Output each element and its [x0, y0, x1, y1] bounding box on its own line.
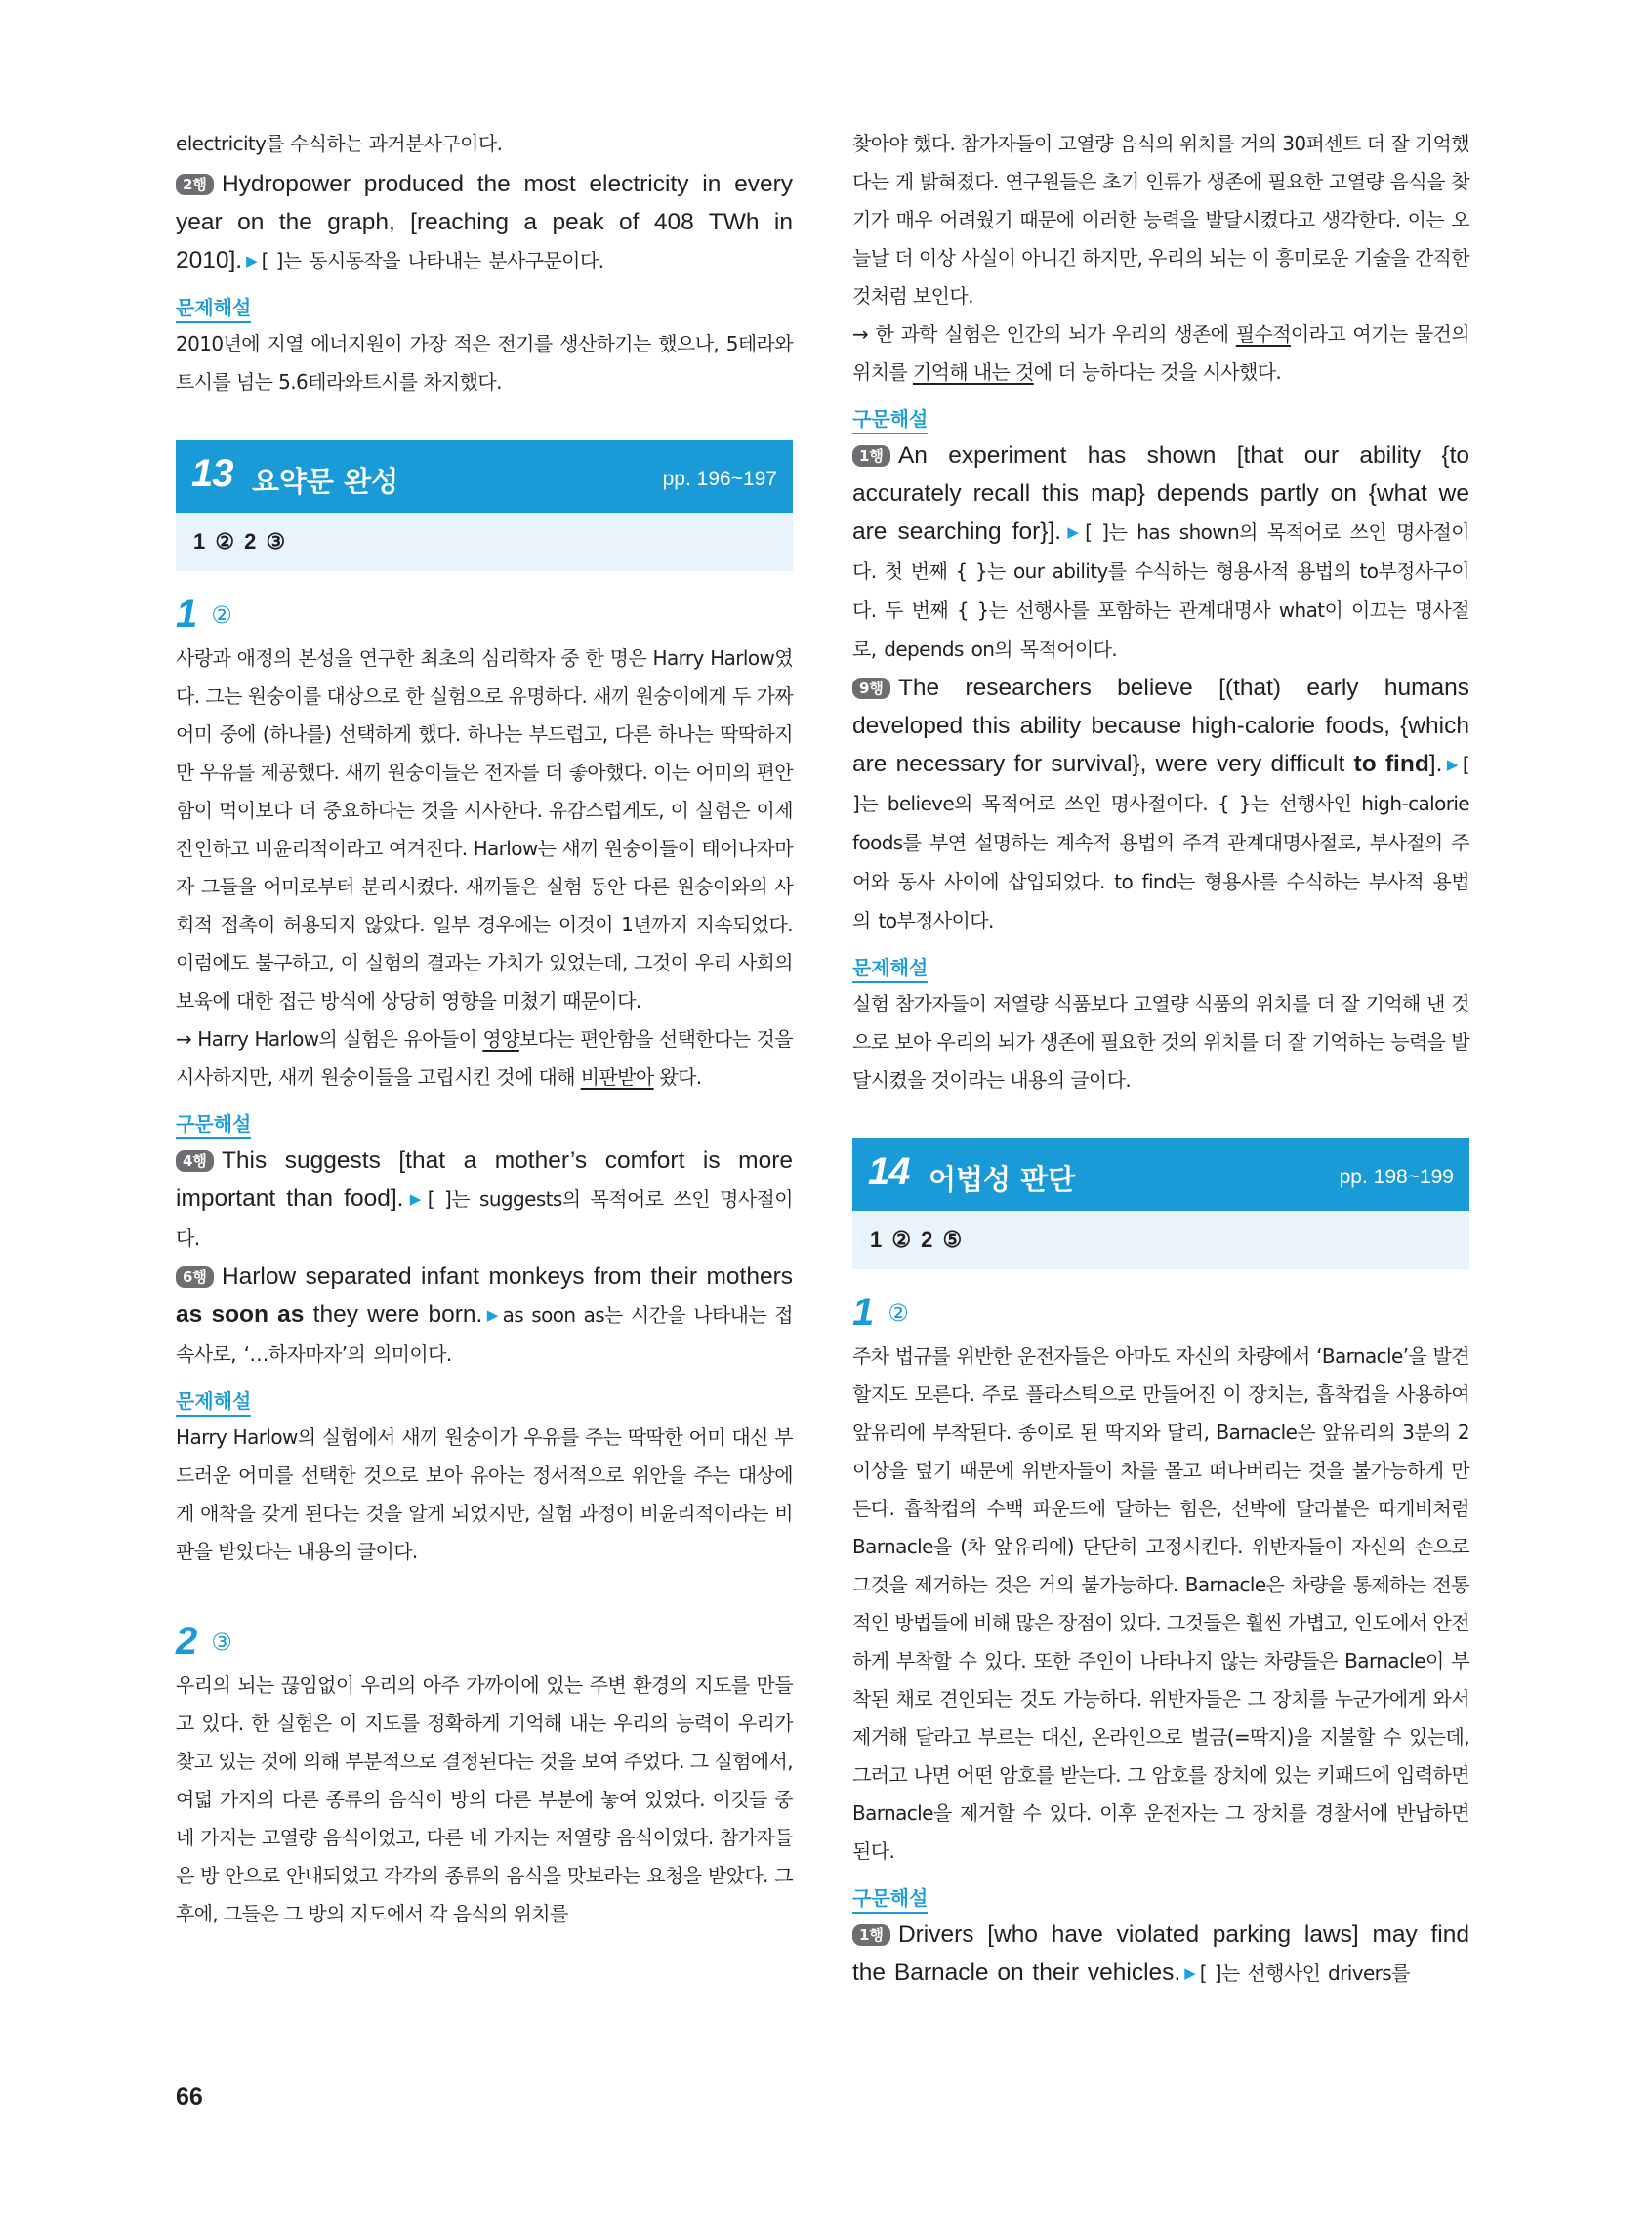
triangle-bullet-icon: ▶ — [1184, 1965, 1196, 1982]
question-header — [176, 1620, 793, 1661]
english-sentence: Hydropower produced the most electricity in every year on the graph, [reaching a peak of 408 TWh in 2010]. — [176, 171, 793, 273]
section-title: 요약문 완성 — [252, 465, 399, 498]
syntax-note: [ ]는 believe의 목적어로 쓰인 명사절이다. { }는 선행사인 high-calorie foods를 부연 설명하는 계속적 용법의 주격 관계대명사절로, 부사절의 주어와 동사 사이에 삽입되었다. to find는 형용사를 수식하는 부사적 용법의 to부정사이다. — [852, 753, 1470, 932]
syntax-line-2 — [176, 165, 793, 280]
answer-key: 1 ② 2 ③ — [176, 513, 793, 571]
continued-text: electricity를 수식하는 과거분사구이다. — [176, 132, 503, 155]
english-sentence: ]. — [1428, 751, 1443, 777]
summary-part: 에 더 능하다는 것을 시사했다. — [1033, 360, 1282, 384]
summary-part: 왔다. — [653, 1065, 702, 1089]
syntax-note: as soon as는 시간을 나타내는 접속사로, ‘…하자마자’의 의미이다. — [176, 1303, 793, 1366]
syntax-line-6 — [176, 1258, 793, 1374]
english-sentence: they were born. — [304, 1301, 483, 1328]
question-number: 1 — [176, 593, 198, 636]
question-number: 1 — [852, 1291, 875, 1334]
syntax-label: 구문해설 — [852, 405, 928, 434]
syntax-label: 구문해설 — [852, 1884, 928, 1914]
english-sentence: Harlow separated infant monkeys from their mothers — [221, 1263, 793, 1290]
translation-text: 찾아야 했다. 참가자들이 고열량 음식의 위치를 거의 30퍼센트 더 잘 기억했다는 게 밝혀졌다. 연구원들은 초기 인류가 생존에 필요한 고열량 음식을 찾기가 매우 어려웠기 때문에 이러한 능력을 발달시켰다고 생각한다. 이는 오늘날 더 이상 사실이 아니긴 하지만, 우리의 뇌는 이 흥미로운 기술을 간직한 것처럼 보인다. — [852, 132, 1469, 308]
section-pages: pp. 198~199 — [1339, 1166, 1454, 1188]
syntax-line-9 — [852, 669, 1469, 940]
summary-text — [176, 1020, 793, 1096]
syntax-line-1 — [852, 436, 1469, 669]
solution-label: 문제해설 — [176, 294, 251, 323]
summary-blank-answer: 영양 — [482, 1027, 519, 1051]
summary-blank-answer: 필수적 — [1235, 322, 1291, 346]
triangle-bullet-icon: ▶ — [407, 1191, 424, 1208]
english-sentence: This suggests [that a mother’s comfort is more important than food]. — [176, 1147, 793, 1212]
summary-part: → Harry Harlow의 실험은 유아들이 — [176, 1027, 483, 1051]
section-banner — [852, 1138, 1469, 1211]
right-column — [852, 125, 1469, 1993]
page-number: 66 — [176, 2084, 203, 2111]
syntax-note: [ ]는 선행사인 drivers를 — [1199, 1961, 1410, 1985]
summary-blank-answer: 비판받아 — [580, 1065, 654, 1089]
section-banner — [176, 440, 793, 513]
syntax-note: [ ]는 동시동작을 나타내는 분사구문이다. — [261, 249, 604, 272]
solution-label: 문제해설 — [176, 1387, 251, 1417]
section-pages: pp. 196~197 — [662, 468, 777, 490]
english-sentence: An experiment has shown [that our ability {to accurately recall this map} depends partly on {what we are searching for}]. — [852, 442, 1469, 545]
english-sentence: The researchers believe [(that) early humans developed this ability because high-calorie foods, {which are necessary for survival}, were very difficult — [852, 675, 1469, 777]
line-tag: 2행 — [176, 174, 214, 195]
triangle-bullet-icon: ▶ — [1065, 524, 1082, 541]
syntax-note: [ ]는 suggests의 목적어로 쓰인 명사절이다. — [176, 1187, 793, 1250]
english-bold: as soon as — [176, 1301, 305, 1328]
summary-part: → 한 과학 실험은 인간의 뇌가 우리의 생존에 — [852, 322, 1236, 346]
syntax-label: 구문해설 — [176, 1110, 251, 1139]
translation-text: 사랑과 애정의 본성을 연구한 최초의 심리학자 중 한 명은 Harry Harlow였다. 그는 원숭이를 대상으로 한 실험으로 유명하다. 새끼 원숭이에게 두 가짜 어미 중에 (하나를) 선택하게 했다. 하나는 부드럽고, 다른 하나는 딱딱하지만 우유를 제공했다. 새끼 원숭이들은 전자를 더 좋아했다. 이는 어미의 편안함이 먹이보다 더 중요하다는 것을 시사한다. 유감스럽게도, 이 실험은 이제 잔인하고 비윤리적이라고 여겨진다. Harlow는 새끼 원숭이들이 태어나자마자 그들을 어미로부터 분리시켰다. 새끼들은 실험 동안 다른 원숭이와의 사회적 접촉이 허용되지 않았다. 일부 경우에는 이것이 1년까지 지속되었다. 이럼에도 불구하고, 이 실험의 결과는 가치가 있었는데, 그것이 우리 사회의 보육에 대한 접근 방식에 상당히 영향을 미쳤기 때문이다. — [176, 646, 793, 1012]
question-answer: ② — [211, 600, 232, 629]
question-header — [852, 1291, 1469, 1332]
line-tag: 1행 — [852, 445, 890, 467]
translation-text: 주차 법규를 위반한 운전자들은 아마도 자신의 차량에서 ‘Barnacle’을 발견할지도 모른다. 주로 플라스틱으로 만들어진 이 장치는, 흡착컵을 사용하여 앞유리에 부착된다. 종이로 된 딱지와 달리, Barnacle은 앞유리의 3분의 2 이상을 덮기 때문에 위반자들이 차를 몰고 떠나버리는 것을 불가능하게 만든다. 흡착컵의 수백 파운드에 달하는 힘은, 선박에 달라붙은 따개비처럼 Barnacle을 (차 앞유리에) 단단히 고정시킨다. 위반자들이 자신의 손으로 그것을 제거하는 것은 거의 불가능하다. Barnacle은 차량을 통제하는 전통적인 방법들에 비해 많은 장점이 있다. 그것들은 훨씬 가볍고, 인도에서 안전하게 부착할 수 있다. 또한 주인이 나타나지 않는 차량들은 Barnacle이 부착된 채로 견인되는 것도 가능하다. 위반자들은 그 장치를 누군가에게 와서 제거해 달라고 부르는 대신, 온라인으로 벌금(=딱지)을 지불할 수 있는데, 그러고 나면 어떤 암호를 받는다. 그 암호를 장치에 있는 키패드에 입력하면 Barnacle을 제거할 수 있다. 이후 운전자는 그 장치를 경찰서에 반납하면 된다. — [852, 1344, 1469, 1863]
line-tag: 9행 — [852, 678, 890, 699]
line-tag: 4행 — [176, 1150, 214, 1172]
summary-part: 보다는 편안함을 선택한다는 것을 시사하지만, 새끼 원숭이들을 고립시킨 것에 대해 — [176, 1027, 794, 1089]
question-header — [176, 593, 793, 634]
summary-part: 이라고 여기는 물건의 위치를 — [852, 322, 1469, 384]
section-number: 14 — [868, 1150, 910, 1193]
solution-text: Harry Harlow의 실험에서 새끼 원숭이가 우유를 주는 딱딱한 어미 대신 부드러운 어미를 선택한 것으로 보아 유아는 정서적으로 위안을 주는 대상에게 애착을 갖게 된다는 것을 알게 되었지만, 실험 과정이 비윤리적이라는 비판을 받았다는 내용의 글이다. — [176, 1425, 793, 1563]
question-answer: ② — [888, 1299, 909, 1327]
english-sentence: Drivers [who have violated parking laws] may find the Barnacle on their vehicles. — [852, 1921, 1469, 1986]
syntax-note: [ ]는 has shown의 목적어로 쓰인 명사절이다. 첫 번째 { }는 our ability를 수식하는 형용사적 용법의 to부정사구이다. 두 번째 { }는 선행사를 포함하는 관계대명사 what이 이끄는 명사절로, depends on의 목적어이다. — [852, 520, 1469, 661]
question-number: 2 — [176, 1620, 198, 1663]
question-answer: ③ — [211, 1628, 232, 1656]
left-column — [176, 125, 793, 1933]
triangle-bullet-icon: ▶ — [1446, 757, 1459, 773]
answer-key: 1 ② 2 ⑤ — [852, 1211, 1469, 1269]
solution-text: 2010년에 지열 에너지원이 가장 적은 전기를 생산하기는 했으나, 5테라와트시를 넘는 5.6테라와트시를 차지했다. — [176, 332, 793, 393]
triangle-bullet-icon: ▶ — [486, 1307, 499, 1324]
translation-text: 우리의 뇌는 끊임없이 우리의 아주 가까이에 있는 주변 환경의 지도를 만들고 있다. 한 실험은 이 지도를 정확하게 기억해 내는 우리의 능력이 우리가 찾고 있는 것에 의해 부분적으로 결정된다는 것을 보여 주었다. 그 실험에서, 여덟 가지의 다른 종류의 음식이 방의 다른 부분에 놓여 있었다. 이것들 중 네 가지는 고열량 음식이었고, 다른 네 가지는 저열량 음식이었다. 참가자들은 방 안으로 안내되었고 각각의 종류의 음식을 맛보라는 요청을 받았다. 그 후에, 그들은 그 방의 지도에서 각 음식의 위치를 — [176, 1673, 793, 1925]
summary-blank-answer: 기억해 내는 것 — [912, 360, 1034, 384]
triangle-bullet-icon: ▶ — [246, 253, 258, 269]
summary-text — [852, 315, 1469, 392]
line-tag: 6행 — [176, 1266, 214, 1288]
syntax-line-4 — [176, 1141, 793, 1258]
solution-label: 문제해설 — [852, 954, 928, 983]
solution-text: 실험 참가자들이 저열량 식품보다 고열량 식품의 위치를 더 잘 기억해 낸 것으로 보아 우리의 뇌가 생존에 필요한 것의 위치를 더 잘 기억하는 능력을 발달시켰을 것이라는 내용의 글이다. — [852, 992, 1469, 1092]
english-bold: to find — [1353, 751, 1429, 777]
section-number: 13 — [191, 452, 233, 495]
syntax-line-1 — [852, 1916, 1469, 1993]
line-tag: 1행 — [852, 1924, 890, 1946]
section-title: 어법성 판단 — [929, 1163, 1076, 1196]
